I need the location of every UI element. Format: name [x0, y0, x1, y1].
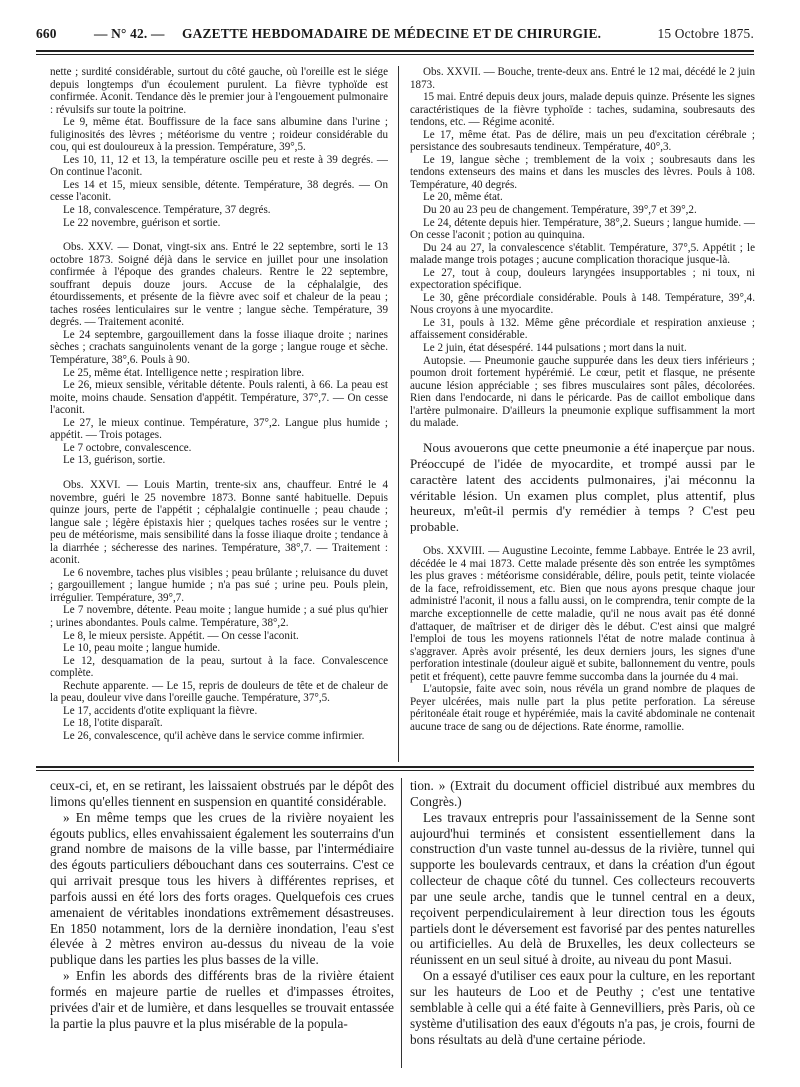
left-column-observations — [50, 66, 388, 742]
journal-title: GAZETTE HEBDOMADAIRE DE MÉDECINE ET DE CHIRURGIE. — [182, 26, 602, 41]
author-commentary: Nous avouerons que cette pneumonie a été inaperçue par nous. Préoccupé de l'idée de myocardite, et trompé aussi par le caractère latent des accidents pulmonaires, j'ai méconnu la véritable lésion. Un examen plus complet, plus attentif, plus heureux, m'eût-il permis d'y remédier à temps ? C'est peu probable. — [410, 439, 755, 535]
observation-heading-xxvi: Obs. XXVI. — Louis Martin, trente-six ans, chauffeur. Entré le 4 novembre, guéri le 25 novembre 1873. Bonne santé habituelle. Depuis quinze jours, perte de l'appétit ; céphalalgie continuelle ; peau chaude ; langue sale ; légère épistaxis hier ; quelques taches rosées sur le ventre ; peu de météorisme, mais sensibilité dans la fosse iliaque droite ; tendance à la diarrhée ; sécheresse des narines. Température, 38°,7. — Traitement : aconit. — [50, 478, 388, 567]
paragraph: 15 mai. Entré depuis deux jours, malade depuis quinze. Présente les signes caractéristiques de la fièvre typhoïde : taches, sudamina, soubresauts des tendons, etc. — Régime aconité. — [410, 91, 755, 129]
paragraph-autopsie: L'autopsie, faite avec soin, nous révéla un grand nombre de plaques de Peyer ulcérées, mais nulle part la plus petite perforation. La séreuse péritonéale était rouge et hypérémiée, mais la cavité abdominale ne contenait aucune trace de sang ou de déjections. Rate énorme, ramollie. — [410, 683, 755, 733]
bottom-right-column — [410, 778, 755, 1047]
bottom-column-separator — [401, 778, 402, 1068]
paragraph: Les 14 et 15, mieux sensible, détente. Température, 38 degrés. — On cesse l'aconit. — [50, 178, 388, 204]
paragraph: Le 22 novembre, guérison et sortie. — [63, 216, 221, 229]
paragraph: tion. » (Extrait du document officiel distribué aux membres du Congrès.) — [410, 778, 755, 809]
paragraph: Le 24, détente depuis hier. Température, 38°,2. Sueurs ; langue humide. — On cesse l'aconit ; potion au quinquina. — [410, 216, 755, 242]
paragraph: Du 20 au 23 peu de changement. Température, 39°,7 et 39°,2. — [423, 204, 697, 217]
paragraph: Le 17, accidents d'otite expliquant la fièvre. — [63, 704, 258, 717]
paragraph: Les 10, 11, 12 et 13, la température oscille peu et reste à 39 degrés. — On continue l'aconit. — [50, 153, 388, 179]
paragraph: » En même temps que les crues de la rivière noyaient les égouts publics, elles envahissaient également les souterrains d'un grand nombre de maisons de la ville basse, par l'intermédiaire des égouts particuliers débouchant dans ces souterrains. C'est ce qui arrivait presque tous les hivers à différentes reprises, et parfois aussi en été lors des forts orages. Quelquefois ces crues amenaient de véritables inondations extrêmement désastreuses. En 1850 notamment, lors de la dernière inondation, l'eau s'est élevée à 2 mètres environ au-dessus du niveau de la voie publique dans les parties les plus basses de la ville. — [50, 809, 394, 968]
paragraph: Le 26, convalescence, qu'il achève dans le service comme infirmier. — [63, 729, 365, 742]
paragraph: ceux-ci, et, en se retirant, les laissaient obstrués par le dépôt des limons qu'elles tiennent en suspension en quantité considérable. — [50, 778, 394, 809]
page-number: 660 — [36, 26, 57, 41]
paragraph: Le 18, convalescence. Température, 37 degrés. — [63, 204, 271, 217]
paragraph-rechute: Rechute apparente. — Le 15, repris de douleurs de tête et de chaleur de la peau, douleur vive dans l'oreille gauche. Température, 37°,5. — [50, 679, 388, 705]
paragraph: Du 24 au 27, la convalescence s'établit. Température, 37°,5. Appétit ; le malade mange trois potages ; aucune complication thoracique jusque-là. — [410, 241, 755, 267]
paragraph: On a essayé d'utiliser ces eaux pour la culture, en les reportant sur les hauteurs de Loo et de Peuthy ; c'est une tentative semblable à celle qui a été faite à Gennevilliers, près Paris, où ce système d'utilisation des eaux d'égouts n'a pas, je crois, fourni de bons résultats au delà d'une certaine période. — [410, 968, 755, 1047]
paragraph: Le 13, guérison, sortie. — [63, 454, 166, 467]
section-rule-thin — [36, 770, 754, 771]
paragraph: Le 6 novembre, taches plus visibles ; peau brûlante ; reluisance du duvet ; gargouillement ; langue humide ; n'a pas sué ; urine peu. Pouls plein, irrégulier. Température, 39°,7. — [50, 566, 388, 604]
paragraph: Le 25, même état. Intelligence nette ; respiration libre. — [63, 366, 305, 379]
paragraph: Le 12, desquamation de la peau, surtout à la face. Convalescence complète. — [50, 654, 388, 680]
paragraph: Le 20, même état. — [423, 191, 503, 204]
right-column-observations — [410, 66, 755, 734]
observation-heading-xxvii: Obs. XXVII. — Bouche, trente-deux ans. Entré le 12 mai, décédé le 2 juin 1873. — [410, 66, 755, 91]
paragraph: Le 8, le mieux persiste. Appétit. — On cesse l'aconit. — [63, 629, 299, 642]
page-header — [36, 26, 754, 48]
observation-heading-xxv: Obs. XXV. — Donat, vingt-six ans. Entré le 22 septembre, sorti le 13 octobre 1873. Soigné déjà dans le service en juillet pour une insolation confirmée à l'époque des grandes chaleurs. Rentre le 22 septembre, souffrant depuis douze jours. Accuse de la céphalalgie, des étourdissements, et présente de la fièvre avec soif et chaleur de la peau ; taches rosées lenticulaires sur le ventre ; langue sèche. Température, 39 degrés. — Traitement aconité. — [50, 241, 388, 329]
paragraph: Le 2 juin, état désespéré. 144 pulsations ; mort dans la nuit. — [423, 342, 687, 355]
paragraph: Le 17, même état. Pas de délire, mais un peu d'excitation cérébrale ; persistance des soubresauts tendineux. Température, 40°,3. — [410, 128, 755, 154]
header-rule-thin — [36, 54, 754, 55]
paragraph: Le 10, peau moite ; langue humide. — [63, 642, 221, 655]
bottom-left-column — [50, 778, 394, 1032]
section-rule — [36, 766, 754, 768]
paragraph: Le 27, tout à coup, douleurs laryngées insupportables ; ni toux, ni expectoration spécifique. — [410, 266, 755, 292]
paragraph: Le 7 novembre, détente. Peau moite ; langue humide ; a sué plus qu'hier ; urines abondantes. Pouls calme. Température, 38°,2. — [50, 604, 388, 629]
paragraph: Le 24 septembre, gargouillement dans la fosse iliaque droite ; narines sèches ; crachats sanguinolents venant de la gorge ; langue rouge et sèche. Température, 38°,6. Pouls à 90. — [50, 328, 388, 367]
paragraph: nette ; surdité considérable, surtout du côté gauche, où l'oreille est le siége depuis longtemps d'un écoulement purulent. La fièvre typhoïde est confirmée. Aconit. Tendance dès le premier jour à l'engouement pulmonaire : révulsifs sur toute la poitrine. — [50, 66, 388, 116]
paragraph: Le 19, langue sèche ; tremblement de la voix ; soubresauts dans les tendons extenseurs des mains et dans les muscles des lèvres. Pouls à 108. Température, 40 degrés. — [410, 153, 755, 191]
observation-heading-xxviii: Obs. XXVIII. — Augustine Lecointe, femme Labbaye. Entrée le 23 avril, décédée le 4 mai 1873. Cette malade présente dès son entrée les symptômes les plus graves : météorisme considérable, délire, pouls petit, teinte violacée de la face, refroidissement, etc. Bien que nous ayons presque chaque jour administré l'aconit, il nous a fallu aussi, on le comprendra, tenir compte de la marche exceptionnelle de cette maladie, qu'il ne nous avait pas été donné d'attaquer, de maîtriser et de diriger dès le début. C'est ainsi que malgré l'emploi de tous les moyens rationnels l'état de notre malade continua à s'aggraver. Après avoir présenté, les deux derniers jours, les signes d'une perforation intestinale (douleur aiguë et subite, ballonnement du ventre, pouls petit et fréquent), cette pauvre femme succomba dans la journée du 4 mai. — [410, 545, 755, 683]
paragraph: Le 30, gêne précordiale considérable. Pouls à 148. Température, 39°,4. Nous croyons à une myocardite. — [410, 291, 755, 317]
paragraph: Les travaux entrepris pour l'assainissement de la Senne sont aujourd'hui terminés et consistent essentiellement dans la construction d'un vaste tunnel au-dessus de la rivière, tunnel qui supporte les boulevards centraux, et dans la création d'un égout collecteur de chaque côté du tunnel. Ces collecteurs recouverts par une seule arche, tandis que le tunnel central en a deux, reçoivent perpendiculairement à leur direction tous les égouts partiels dont le déversement est favorisé par des pentes naturelles ou artificielles. Au delà de Bruxelles, les deux collecteurs se réunissent en un seul situé à droite, au niveau du pont Masui. — [410, 809, 755, 968]
issue-date: 15 Octobre 1875. — [657, 26, 754, 41]
paragraph: Le 26, mieux sensible, véritable détente. Pouls ralenti, à 66. La peau est moite, moins chaude. Sensation d'appétit. Température, 37°,7. — On cesse l'aconit. — [50, 379, 388, 417]
paragraph: Le 9, même état. Bouffissure de la face sans albumine dans l'urine ; fuliginosités des lèvres ; météorisme du ventre ; roideur considérable du cou, qui est douloureux à la pression. Température, 39°,5. — [50, 116, 388, 154]
paragraph: Le 31, pouls à 132. Même gêne précordiale et respiration anxieuse ; affaissement considérable. — [410, 316, 755, 342]
column-separator — [398, 66, 399, 762]
paragraph: Le 7 octobre, convalescence. — [63, 441, 192, 454]
header-rule — [36, 50, 754, 52]
paragraph-autopsie: Autopsie. — Pneumonie gauche suppurée dans les deux tiers inférieurs ; poumon droit fortement hypérémié. Le cœur, petit et flasque, ne présente aucune lésion appréciable ; ses fibres musculaires sont pâles, décolorées. Rien dans l'endocarde, ni dans le péricarde. Pas de caillot embolique dans l'artère pulmonaire. D'ailleurs la pneumonie explique suffisamment la mort du malade. — [410, 354, 755, 430]
paragraph: » Enfin les abords des différents bras de la rivière étaient formés en majeure partie de ruelles et d'impasses étroites, privées d'air et de lumière, et dans lesquelles se trouvait entassée la partie la plus pauvre et la plus misérable de la popula- — [50, 968, 394, 1031]
paragraph: Le 27, le mieux continue. Température, 37°,2. Langue plus humide ; appétit. — Trois potages. — [50, 416, 388, 442]
issue-number: — N° 42. — — [94, 26, 165, 41]
paragraph: Le 18, l'otite disparaît. — [63, 717, 163, 730]
